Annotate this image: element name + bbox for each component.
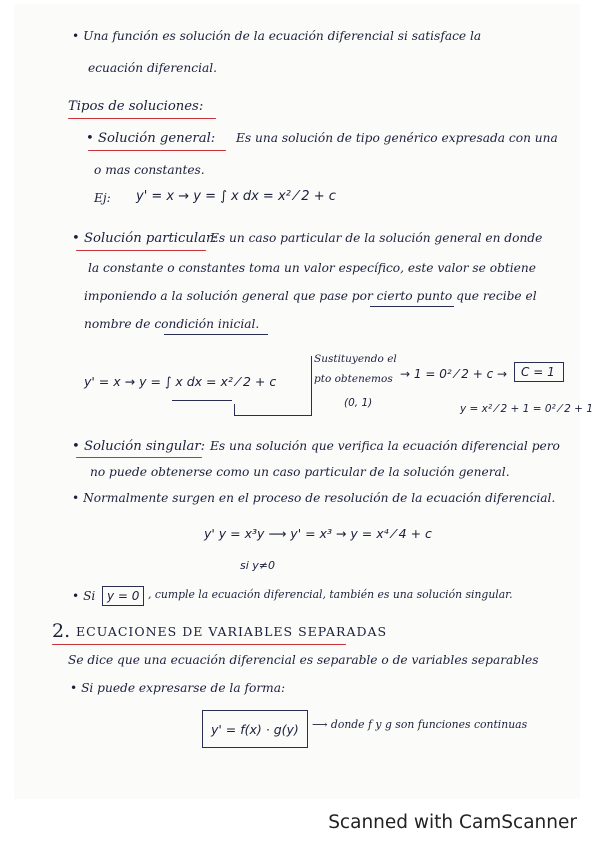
scanned-page <box>14 4 593 799</box>
section-title: ECUACIONES DE VARIABLES SEPARADAS <box>76 624 388 639</box>
c-value-text: C = 1 <box>521 365 555 379</box>
text-solucion-particular-4: nombre de condición inicial. <box>84 317 260 331</box>
text-separable-2: • Si puede expresarse de la forma: <box>70 681 286 695</box>
label-solucion-singular: • Solución singular: <box>72 439 206 454</box>
text-solucion-general-2: o mas constantes. <box>94 163 205 177</box>
line-definition-1: • Una función es solución de la ecuación diferencial si satisface la <box>72 29 482 43</box>
underline-cierto-punto <box>370 306 454 307</box>
final-equation-text: y' = f(x) · g(y) <box>211 722 299 737</box>
heading-underline <box>68 118 216 119</box>
text-solucion-particular-1: Es un caso particular de la solución general en donde <box>210 231 543 245</box>
boxed-final-equation <box>202 710 308 748</box>
label-solucion-general: • Solución general: <box>86 131 216 146</box>
equation-particular-left: y' = x → y = ∫ x dx = x² ⁄ 2 + c <box>84 374 277 389</box>
text-sustituyendo: Sustituyendo el <box>314 353 397 365</box>
text-solucion-singular-1: Es una solución que verifica la ecuación diferencial pero <box>210 439 560 453</box>
heading-tipos-soluciones: Tipos de soluciones: <box>68 99 204 114</box>
text-solucion-particular-2: la constante o constantes toma un valor específico, este valor se obtiene <box>88 261 536 275</box>
boxed-c-value <box>514 362 564 382</box>
label-solucion-particular: • Solución particular: <box>72 231 217 246</box>
boxed-y-zero <box>102 586 144 606</box>
underline-solucion-particular <box>76 250 206 251</box>
text-punto: (0, 1) <box>344 397 373 409</box>
label-ejemplo: Ej: <box>94 191 111 205</box>
text-separable-1: Se dice que una ecuación diferencial es separable o de variables separables <box>68 653 539 667</box>
underline-solucion-general <box>88 150 226 151</box>
equation-ejemplo: y' = x → y = ∫ x dx = x² ⁄ 2 + c <box>136 189 336 204</box>
section-number: 2. <box>52 620 71 642</box>
bracket-bottom-stroke <box>234 415 312 416</box>
text-si-suffix: , cumple la ecuación diferencial, también es una solución singular. <box>148 588 513 601</box>
equation-particular-mid: → 1 = 0² ⁄ 2 + c → <box>400 367 508 381</box>
text-si-y-distinto-cero: si y≠0 <box>240 559 276 572</box>
y-zero-text: y = 0 <box>107 589 140 603</box>
text-solucion-general-1: Es una solución de tipo genérico expresada con una <box>236 131 558 145</box>
equation-singular: y' y = x³y ⟶ y' = x³ → y = x⁴ ⁄ 4 + c <box>204 526 432 541</box>
text-si-prefix: • Si <box>72 589 96 603</box>
bracket-right-stroke <box>311 356 312 416</box>
text-final-note: ⟶ donde f y g son funciones continuas <box>312 718 528 731</box>
underline-solucion-singular <box>76 457 202 458</box>
equation-particular-result: y = x² ⁄ 2 + 1 = 0² ⁄ 2 + 1 <box>460 403 593 415</box>
bracket-underline <box>172 400 232 401</box>
text-solucion-particular-3: imponiendo a la solución general que pase por cierto punto que recibe el <box>84 289 537 303</box>
section-title-underline <box>52 644 346 645</box>
underline-condicion-inicial <box>164 334 268 335</box>
text-solucion-singular-2: no puede obtenerse como un caso particular de la solución general. <box>90 465 510 479</box>
text-normalmente: • Normalmente surgen en el proceso de resolución de la ecuación diferencial. <box>72 491 556 505</box>
text-pto-obtenemos: pto obtenemos <box>314 373 393 385</box>
line-definition-2: ecuación diferencial. <box>88 61 218 75</box>
scanner-watermark: Scanned with CamScanner <box>328 812 577 833</box>
